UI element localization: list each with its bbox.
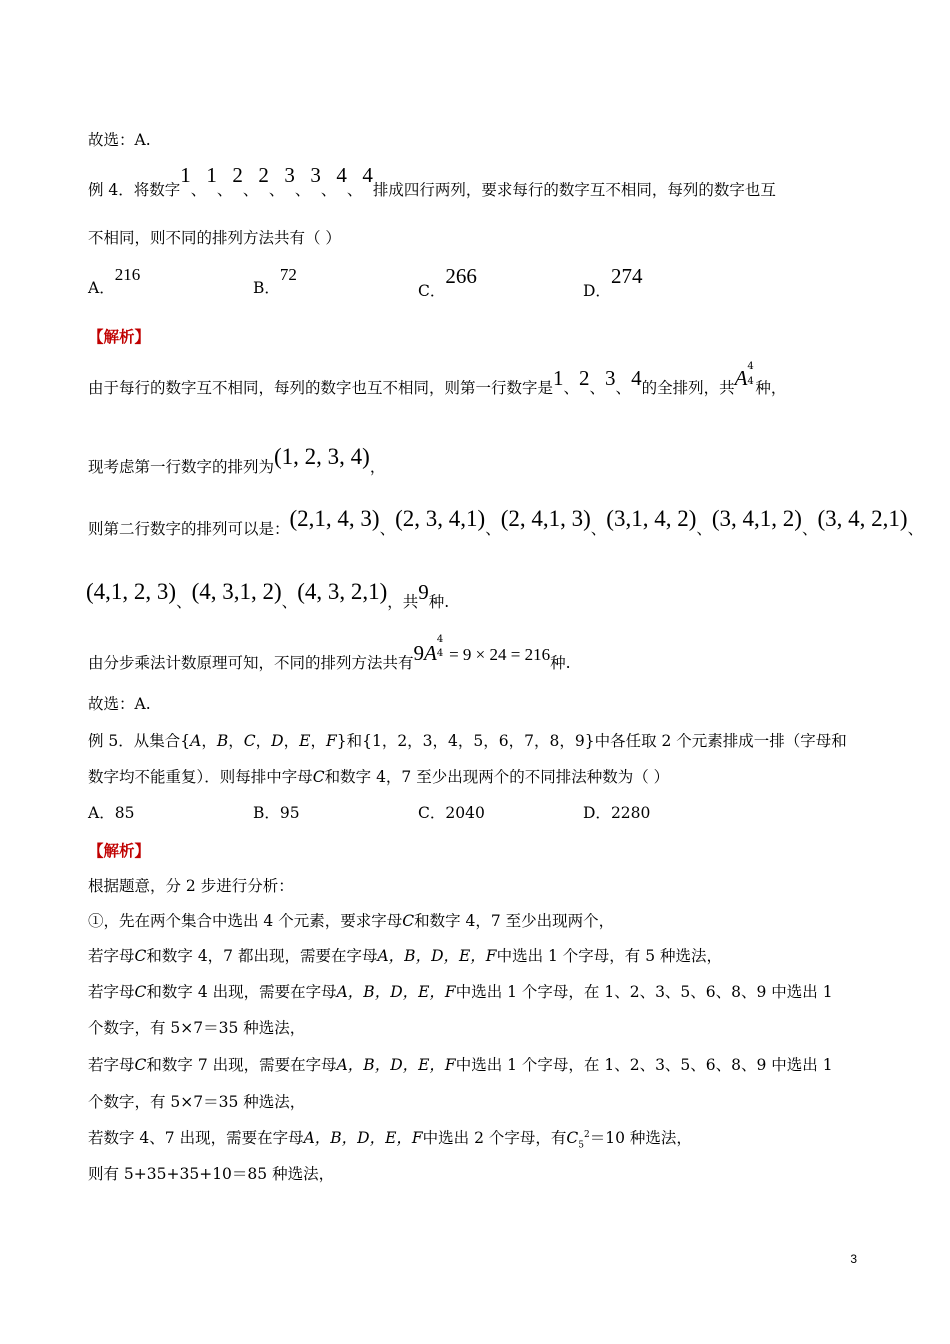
solution-4-line2: 现考虑第一行数字的排列为(1, 2, 3, 4)， — [88, 444, 386, 476]
solution-4-line1: 由于每行的数字互不相同，每列的数字也互不相同，则第一行数字是1、2、3、4的全排列，共A 4 4 种， — [88, 361, 787, 397]
solution-5-line3: 若字母C和数字 4，7 都出现，需要在字母A，B，D，E，F中选出 1 个字母，有 5 种选法， — [88, 947, 723, 965]
solution-5-line7: 个数字，有 5×7＝35 种选法， — [88, 1093, 306, 1111]
option-b: B．72 — [253, 265, 297, 297]
option-c: C．266 — [418, 264, 477, 300]
solution-4-answer: 故选：A. — [88, 695, 151, 713]
example-4-question-line2: 不相同，则不同的排列方法共有（ ） — [88, 229, 341, 247]
page-number: 3 — [850, 1252, 857, 1266]
option-a: A．216 — [88, 265, 141, 297]
solution-5-line8: 若数字 4、7 出现，需要在字母A，B，D，E，F中选出 2 个字母，有$C_5^2=10$ 种选法， — [88, 1129, 692, 1151]
solution-5-line5: 个数字，有 5×7＝35 种选法， — [88, 1019, 306, 1037]
option-b: B．95 — [253, 804, 300, 822]
solution-4-line3: 则第二行数字的排列可以是：(2,1, 4, 3)、(2, 3, 4,1)、(2, 4,1, 3)、(3,1, 4, 2)、(3, 4,1, 2)、(3, 4, 2,1)、 — [88, 506, 924, 538]
solution-5-line1: 根据题意，分 2 步进行分析： — [88, 877, 294, 895]
analysis-label: 【解析】 — [88, 841, 151, 860]
solution-5-line2: ①，先在两个集合中选出 4 个元素，要求字母C和数字 4，7 至少出现两个， — [88, 912, 615, 930]
solution-5-line4: 若字母C和数字 4 出现，需要在字母A，B，D，E，F中选出 1 个字母，在 1、2、3、5、6、8、9 中选出 1 — [88, 983, 833, 1001]
example-4-question: 例 4．将数字1、1、2、2、3、3、4、4排成四行两列，要求每行的数字互不相同，每列的数字也互 — [88, 163, 776, 199]
solution-4-line5: 由分步乘法计数原理可知，不同的排列方法共有9A 4 4 = 9 × 24 = 216种. — [88, 634, 571, 672]
answer-line-prev: 故选：A. — [88, 131, 151, 149]
analysis-label: 【解析】 — [88, 327, 151, 346]
solution-5-line9: 则有 5+35+35+10＝85 种选法， — [88, 1165, 335, 1183]
example-5-question: 例 5．从集合{A，B，C，D，E，F}和{1，2，3，4，5，6，7，8，9}中各任取 2 个元素排成一排（字母和 — [88, 732, 847, 750]
example-5-question-line2: 数字均不能重复）．则每排中字母C和数字 4，7 至少出现两个的不同排法种数为（ ） — [88, 768, 670, 786]
option-d: D．274 — [583, 264, 643, 300]
option-c: C．2040 — [418, 804, 485, 822]
solution-5-line6: 若字母C和数字 7 出现，需要在字母A，B，D，E，F中选出 1 个字母，在 1、2、3、5、6、8、9 中选出 1 — [88, 1056, 833, 1074]
option-a: A．85 — [88, 804, 135, 822]
option-d: D．2280 — [583, 804, 651, 822]
solution-4-line4: (4,1, 2, 3)、(4, 3,1, 2)、(4, 3, 2,1)，共9种. — [86, 579, 450, 611]
